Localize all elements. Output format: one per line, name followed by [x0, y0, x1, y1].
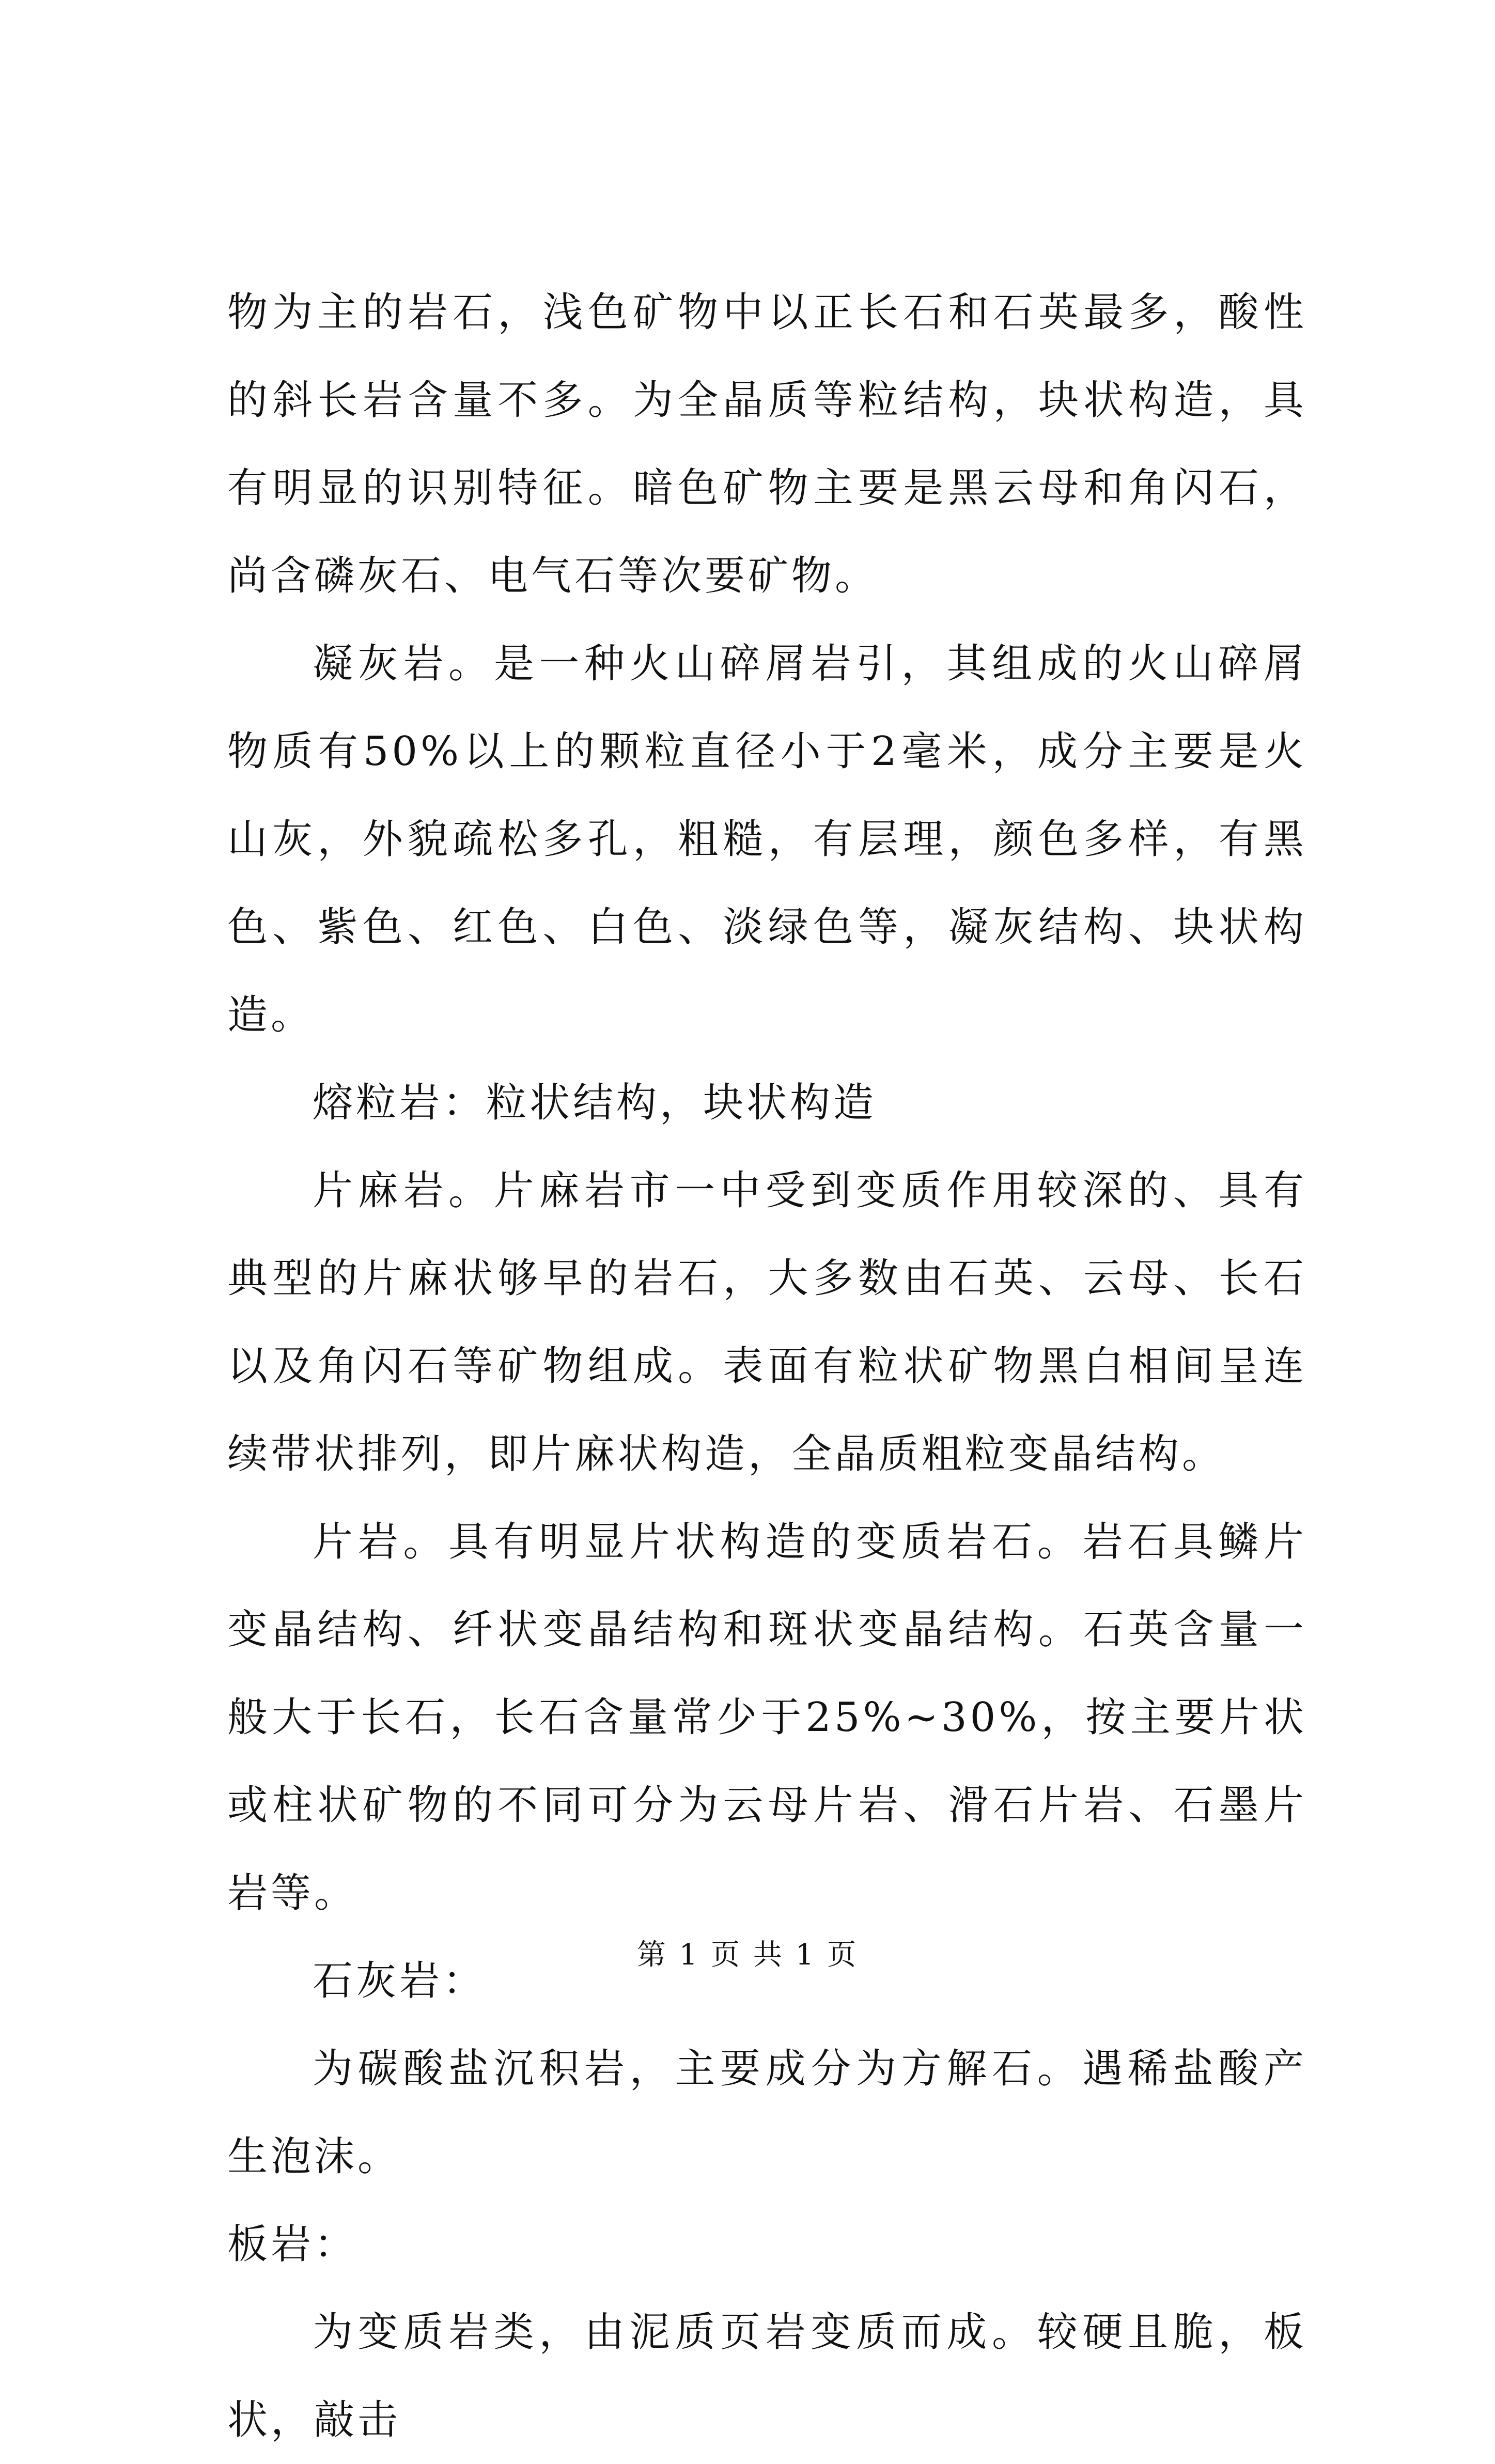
document-body	[227, 269, 1307, 2464]
paragraph-limestone-heading: 石灰岩：	[313, 1958, 487, 2004]
paragraph-melt-grain-rock: 熔粒岩：粒状结构，块状构造	[313, 1080, 877, 1126]
paragraph-slate: 为变质岩类，由泥质页岩变质而成。较硬且脆，板状，敲击	[227, 2309, 1307, 2443]
page-footer: 第 1 页 共 1 页	[636, 1938, 859, 1972]
paragraph-limestone: 为碳酸盐沉积岩，主要成分为方解石。遇稀盐酸产生泡沫。	[227, 2046, 1307, 2180]
paragraph-slate-heading: 板岩：	[227, 2221, 358, 2268]
paragraph-granite-continued: 物为主的岩石，浅色矿物中以正长石和石英最多，酸性的斜长岩含量不多。为全晶质等粒结构，块状构造，具有明显的识别特征。暗色矿物主要是黑云母和角闪石，尚含磷灰石、电气石等次要矿物。	[227, 289, 1307, 599]
paragraph-gneiss: 片麻岩。片麻岩市一中受到变质作用较深的、具有典型的片麻状够早的岩石，大多数由石英、云母、长石以及角闪石等矿物组成。表面有粒状矿物黑白相间呈连续带状排列，即片麻状构造，全晶质粗粒变晶结构。	[227, 1167, 1307, 1477]
paragraph-tuff: 凝灰岩。是一种火山碎屑岩引，其组成的火山碎屑物质有50%以上的颗粒直径小于2毫米，成分主要是火山灰，外貌疏松多孔，粗糙，有层理，颜色多样，有黑色、紫色、红色、白色、淡绿色等，凝灰结构、块状构造。	[227, 641, 1307, 1038]
paragraph-schist: 片岩。具有明显片状构造的变质岩石。岩石具鳞片变晶结构、纤状变晶结构和斑状变晶结构。石英含量一般大于长石，长石含量常少于25%~30%，按主要片状或柱状矿物的不同可分为云母片岩、滑石片岩、石墨片岩等。	[227, 1519, 1307, 1916]
